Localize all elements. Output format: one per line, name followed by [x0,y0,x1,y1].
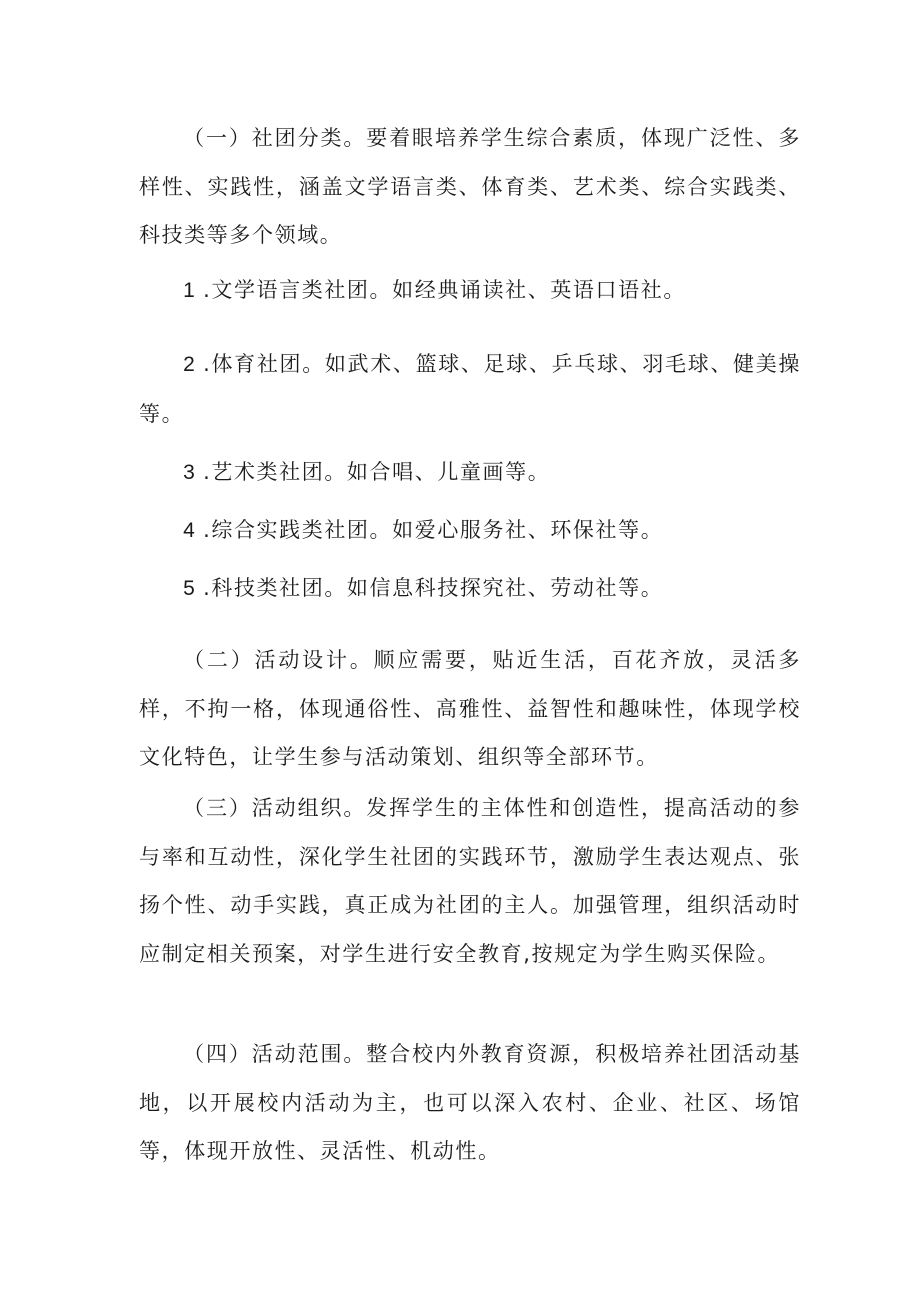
list-item-1 [139,266,801,316]
list-item-5 [139,564,801,614]
list-item-4 [139,506,801,556]
section-2-paragraph: （二）活动设计。顺应需要，贴近生活，百花齐放，灵活多样，不拘一格，体现通俗性、高雅性、益智性和趣味性，体现学校文化特色，让学生参与活动策划、组织等全部环节。 [139,648,801,769]
section-3-paragraph: （三）活动组织。发挥学生的主体性和创造性，提高活动的参与率和互动性，深化学生社团的实践环节，激励学生表达观点、张扬个性、动手实践，真正成为社团的主人。加强管理，组织活动时应制定相关预案，对学生进行安全教育,按规定为学生购买保险。 [139,796,801,966]
list-item-text: .科技类社团。如信息科技探究社、劳动社等。 [203,576,664,600]
list-item-number: 1 [183,279,195,302]
list-item-number: 3 [183,461,195,484]
list-item-3 [139,448,801,498]
list-item-text: .文学语言类社团。如经典诵读社、英语口语社。 [203,278,686,302]
section-4-paragraph: （四）活动范围。整合校内外教育资源，积极培养社团活动基地，以开展校内活动为主，也可以深入农村、企业、社区、场馆等，体现开放性、灵活性、机动性。 [139,1042,801,1163]
section-1-paragraph: （一）社团分类。要着眼培养学生综合素质，体现广泛性、多样性、实践性，涵盖文学语言类、体育类、艺术类、综合实践类、科技类等多个领域。 [139,126,801,247]
list-item-text: .体育社团。如武术、篮球、足球、乒乓球、羽毛球、健美操等。 [139,352,801,426]
list-item-number: 2 [183,353,195,376]
list-item-text: .艺术类社团。如合唱、儿童画等。 [203,460,551,484]
list-item-text: .综合实践类社团。如爱心服务社、环保社等。 [203,518,664,542]
list-item-number: 5 [183,577,195,600]
list-item-2 [139,340,801,438]
list-item-number: 4 [183,519,195,542]
